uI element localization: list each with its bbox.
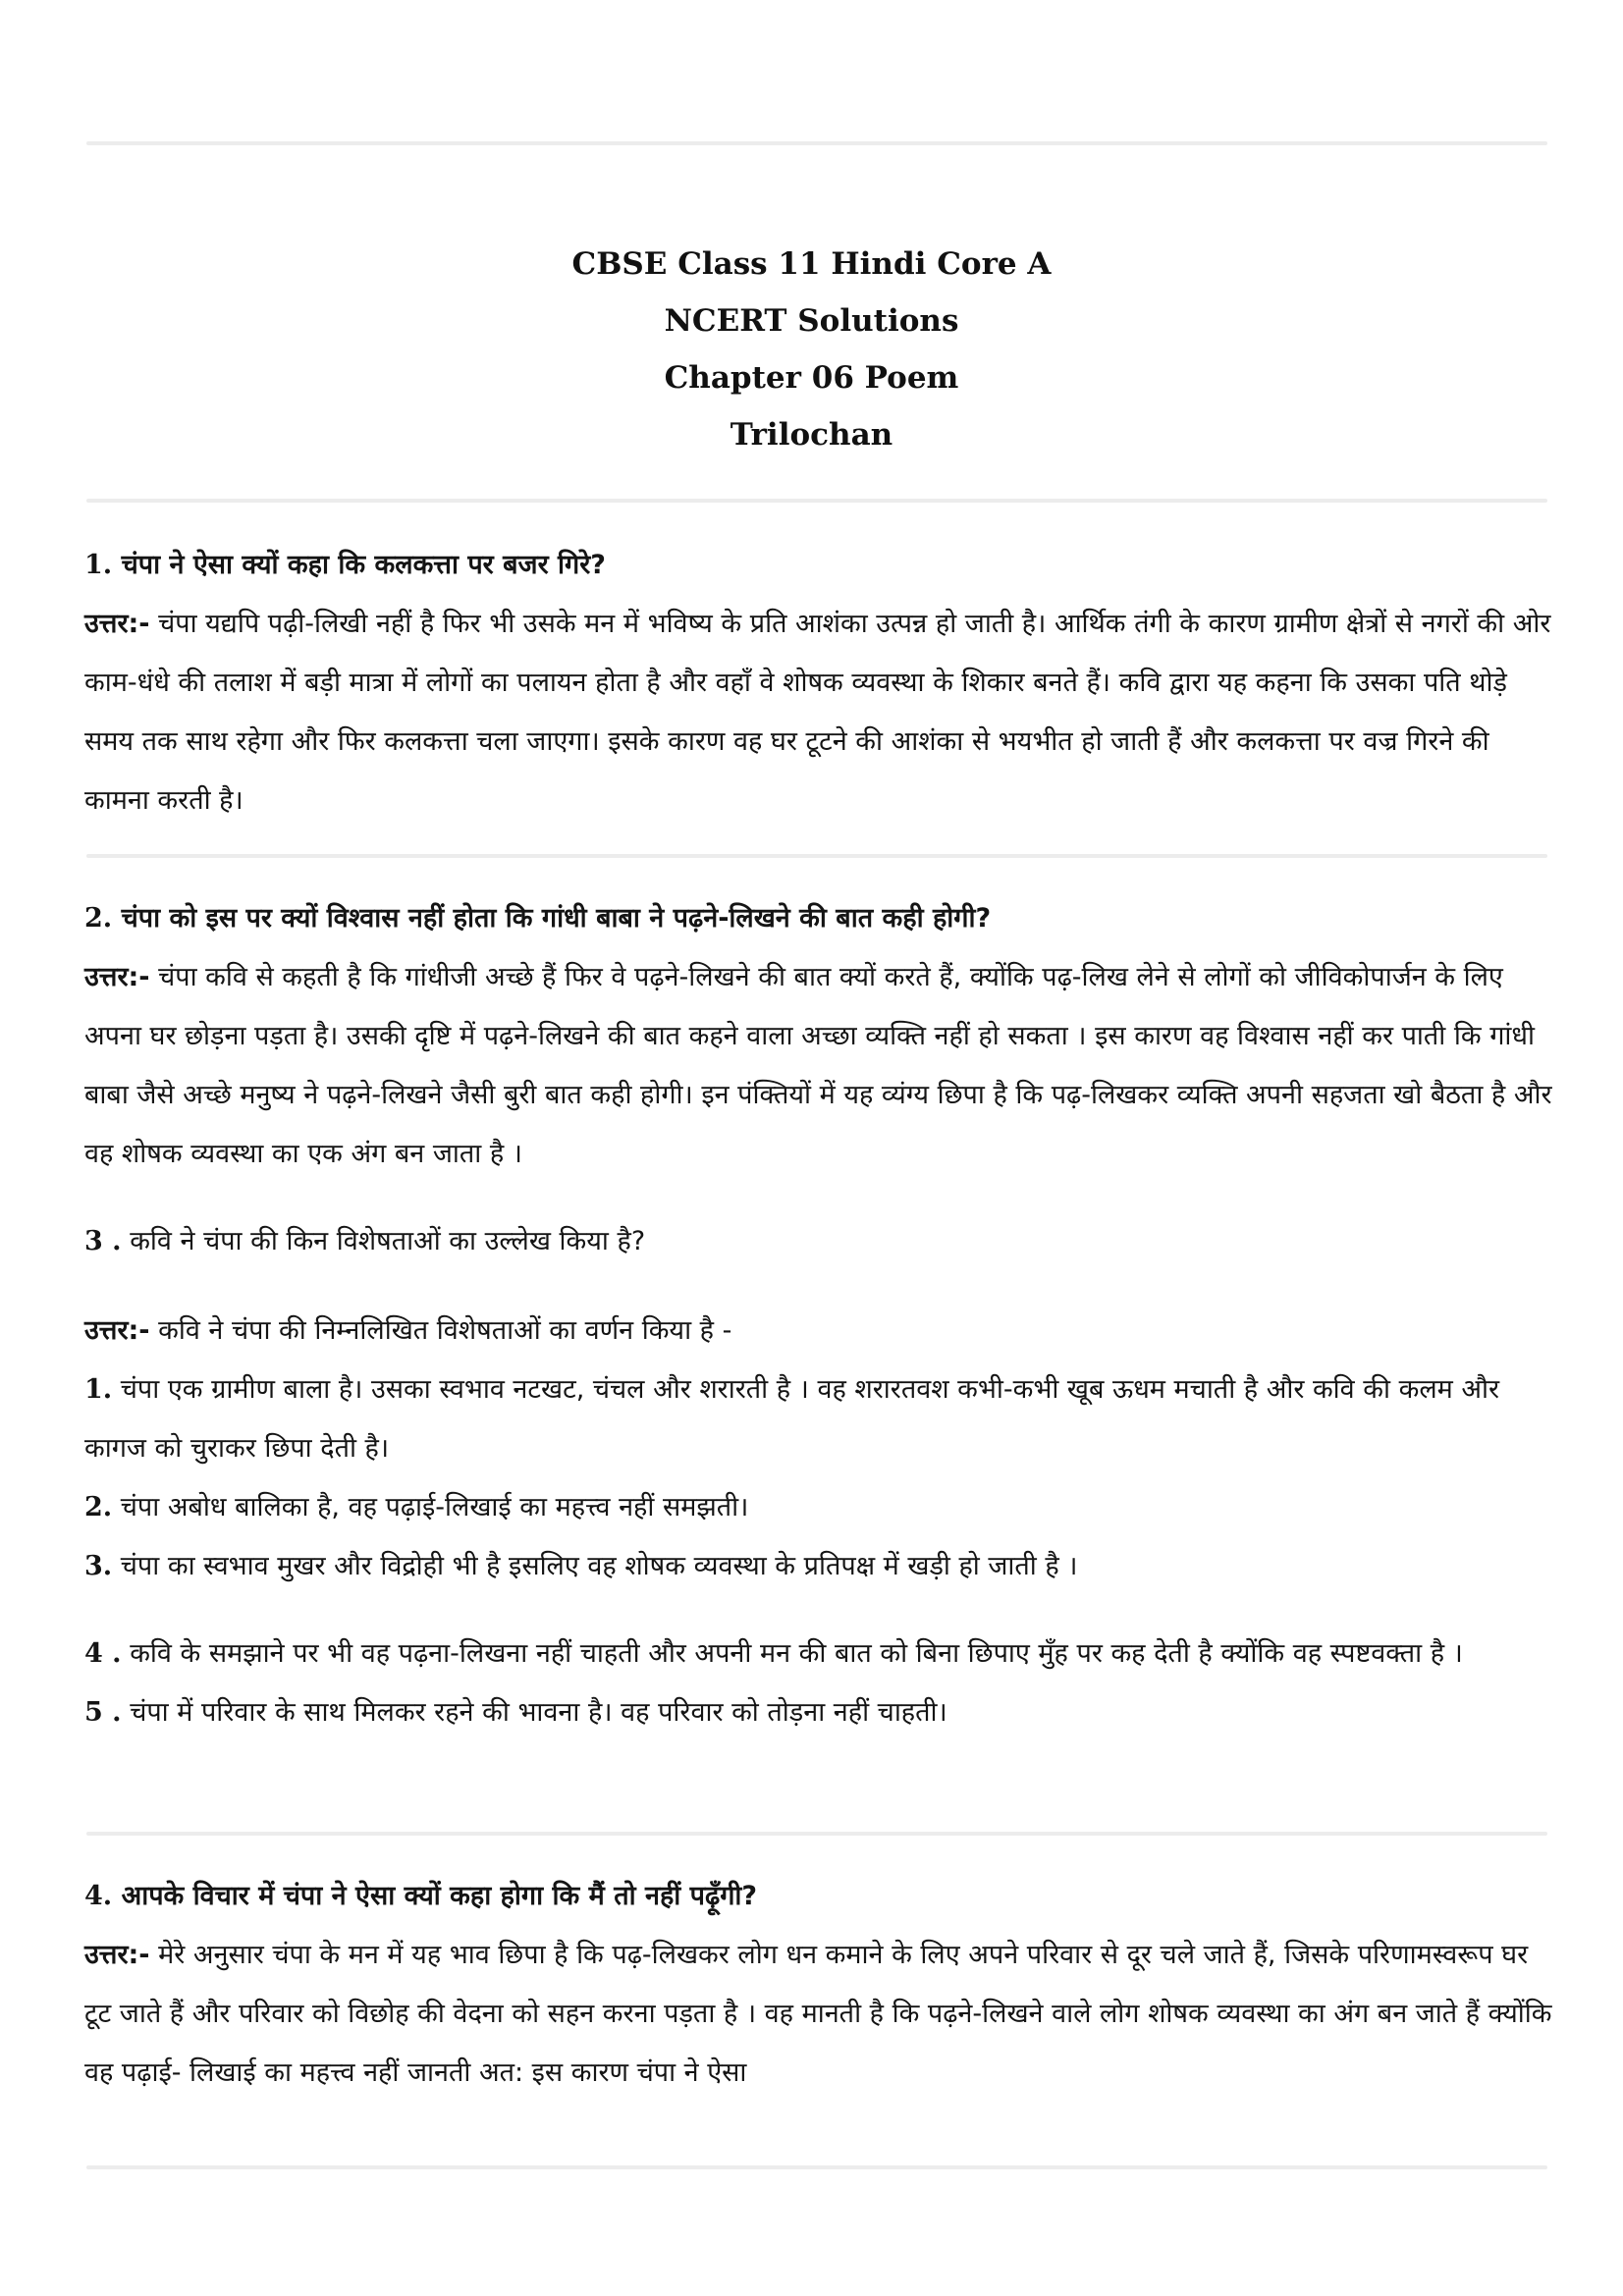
question-number: 4. <box>84 1881 113 1911</box>
answer-label: उत्तर:- <box>84 1315 150 1346</box>
point-text: चंपा अबोध बालिका है, वह पढ़ाई-लिखाई का महत्त्व नहीं समझती। <box>120 1492 749 1522</box>
question-text: चंपा को इस पर क्यों विश्वास नहीं होता कि गांधी बाबा ने पढ़ने-लिखने की बात कही होगी? <box>121 903 992 934</box>
question-text: चंपा ने ऐसा क्यों कहा कि कलकत्ता पर बजर गिरे? <box>121 550 606 580</box>
point-text: कवि के समझाने पर भी वह पढ़ना-लिखना नहीं चाहती और अपनी मन की बात को बिना छिपाए मुँह पर कह देती है क्योंकि वह स्पष्टवक्ता है । <box>130 1638 1463 1669</box>
question-number: 1. <box>84 550 113 580</box>
divider <box>86 1832 1547 1836</box>
question-block-1 <box>84 536 1557 830</box>
header-title: CBSE Class 11 Hindi Core A <box>571 246 1052 282</box>
answer-2 <box>84 948 1557 1184</box>
document-header <box>0 236 1623 463</box>
divider <box>86 854 1547 858</box>
answer-text: कवि ने चंपा की निम्नलिखित विशेषताओं का वर्णन किया है - <box>158 1315 732 1346</box>
answer-text: मेरे अनुसार चंपा के मन में यह भाव छिपा है कि पढ़-लिखकर लोग धन कमाने के लिए अपने परिवार से दूर चले जाते हैं, जिसके परिणामस्वरूप घर टूट जाते हैं और परिवार को विछोह की वेदना को सहन करना पड़ता है । वह मानती है कि पढ़ने-लिखने वाले लोग शोषक व्यवस्था का अंग बन जाते हैं क्योंकि वह पढ़ाई- लिखाई का महत्त्व नहीं जानती अत: इस कारण चंपा ने ऐसा <box>84 1940 1552 2088</box>
question-text: कवि ने चंपा की किन विशेषताओं का उल्लेख किया है? <box>130 1226 646 1256</box>
point-number: 1. <box>84 1374 113 1405</box>
question-block-3 <box>84 1212 1557 1271</box>
point-number: 4 . <box>84 1638 122 1669</box>
answer-text: चंपा कवि से कहती है कि गांधीजी अच्छे हैं फिर वे पढ़ने-लिखने की बात क्यों करते हैं, क्योंकि पढ़-लिख लेने से लोगों को जीविकोपार्जन के लिए अपना घर छोड़ना पड़ता है। उसकी दृष्टि में पढ़ने-लिखने की बात कहने वाला अच्छा व्यक्ति नहीं हो सकता । इस कारण वह विश्वास नहीं कर पाती कि गांधी बाबा जैसे अच्छे मनुष्य ने पढ़ने-लिखने जैसी बुरी बात कही होगी। इन पंक्तियों में यह व्यंग्य छिपा है कि पढ़-लिखकर व्यक्ति अपनी सहजता खो बैठता है और वह शोषक व्यवस्था का एक अंग बन जाता है । <box>84 962 1552 1169</box>
header-author: Trilochan <box>730 417 893 453</box>
point-number: 2. <box>84 1492 113 1522</box>
header-chapter: Chapter 06 Poem <box>664 360 959 396</box>
point-text: चंपा एक ग्रामीण बाला है। उसका स्वभाव नटखट, चंचल और शरारती है । वह शरारतवश कभी-कभी खूब ऊधम मचाती है और कवि की कलम और कागज को चुराकर छिपा देती है। <box>84 1374 1500 1464</box>
question-1 <box>84 536 1557 595</box>
divider <box>86 2165 1547 2169</box>
answer-1 <box>84 595 1557 830</box>
list-item <box>84 1625 1557 1683</box>
answer-3-intro <box>84 1302 1557 1361</box>
answer-block-3 <box>84 1302 1557 1596</box>
question-4 <box>84 1867 1557 1926</box>
question-3 <box>84 1212 1557 1271</box>
point-number: 3. <box>84 1551 113 1581</box>
list-item <box>84 1537 1557 1596</box>
point-text: चंपा का स्वभाव मुखर और विद्रोही भी है इसलिए वह शोषक व्यवस्था के प्रतिपक्ष में खड़ी हो जाती है । <box>120 1551 1078 1581</box>
answer-label: उत्तर:- <box>84 1940 150 1970</box>
question-block-2 <box>84 889 1557 1184</box>
divider <box>86 141 1547 145</box>
question-number: 2. <box>84 903 113 934</box>
question-2 <box>84 889 1557 948</box>
answer-text: चंपा यद्यपि पढ़ी-लिखी नहीं है फिर भी उसके मन में भविष्य के प्रति आशंका उत्पन्न हो जाती है। आर्थिक तंगी के कारण ग्रामीण क्षेत्रों से नगरों की ओर काम-धंधे की तलाश में बड़ी मात्रा में लोगों का पलायन होता है और वहाँ वे शोषक व्यवस्था के शिकार बनते हैं। कवि द्वारा यह कहना कि उसका पति थोड़े समय तक साथ रहेगा और फिर कलकत्ता चला जाएगा। इसके कारण वह घर टूटने की आशंका से भयभीत हो जाती हैं और कलकत्ता पर वज्र गिरने की कामना करती है। <box>84 609 1551 816</box>
answer-block-3-cont <box>84 1625 1557 1742</box>
question-text: आपके विचार में चंपा ने ऐसा क्यों कहा होगा कि मैं तो नहीं पढ़ूँगी? <box>121 1881 758 1911</box>
point-text: चंपा में परिवार के साथ मिलकर रहने की भावना है। वह परिवार को तोड़ना नहीं चाहती। <box>130 1697 947 1728</box>
answer-4 <box>84 1926 1557 2103</box>
list-item <box>84 1683 1557 1742</box>
list-item <box>84 1361 1557 1478</box>
answer-label: उत्तर:- <box>84 609 150 639</box>
question-number: 3 . <box>84 1226 122 1256</box>
question-block-4 <box>84 1867 1557 2103</box>
answer-label: उत्तर:- <box>84 962 150 992</box>
point-number: 5 . <box>84 1697 122 1728</box>
divider <box>86 499 1547 503</box>
list-item <box>84 1478 1557 1537</box>
header-subtitle: NCERT Solutions <box>664 303 959 339</box>
